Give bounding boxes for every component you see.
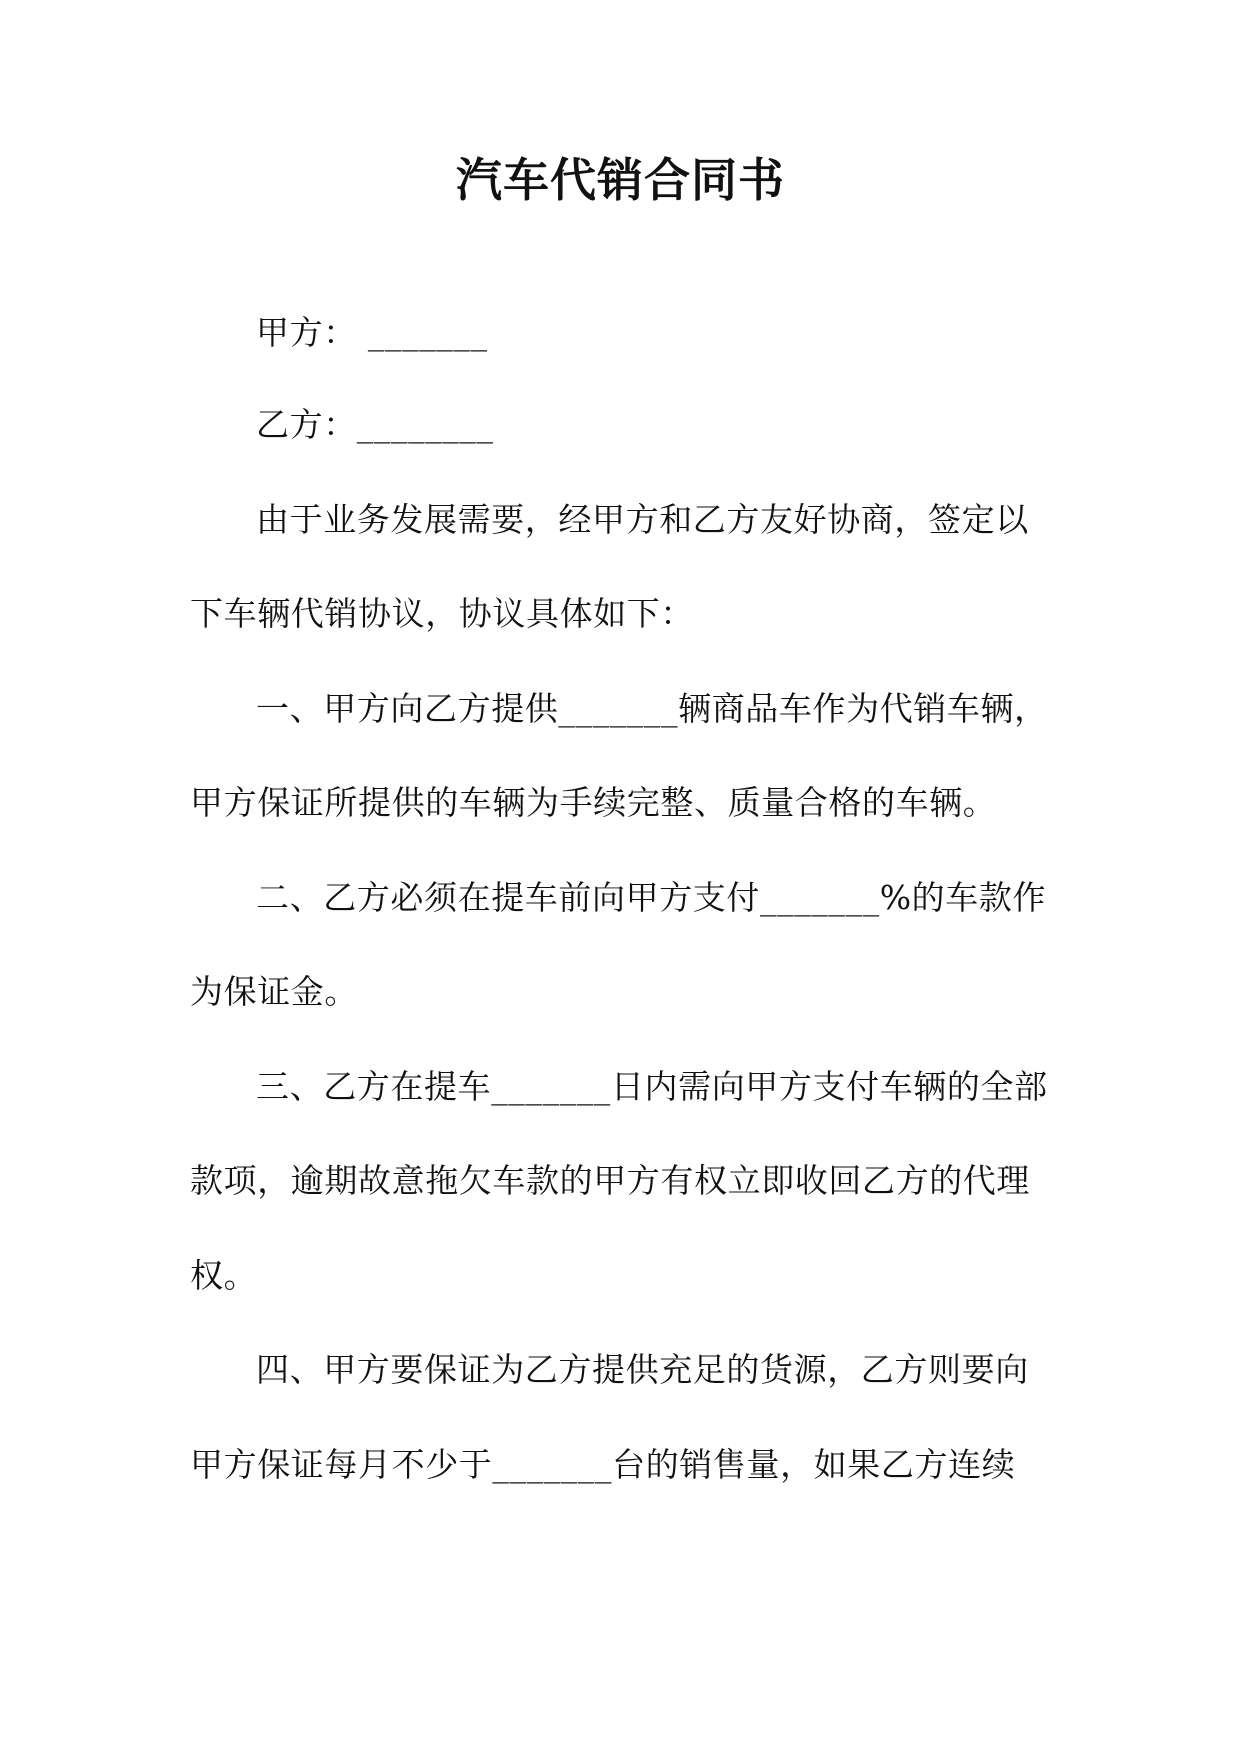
clause-4-line-2: 甲方保证每月不少于_______台的销售量，如果乙方连续 [190,1445,1016,1484]
clause-2-line-2: 为保证金。 [190,972,358,1011]
document-title: 汽车代销合同书 [456,153,785,207]
clause-1-line-1: 一、甲方向乙方提供_______辆商品车作为代销车辆， [256,689,1048,728]
clause-1-line-2: 甲方保证所提供的车辆为手续完整、质量合格的车辆。 [190,783,997,822]
intro-line-1: 由于业务发展需要，经甲方和乙方友好协商，签定以 [256,500,1029,539]
clause-3-line-3: 权。 [190,1256,258,1295]
clause-2-line-1: 二、乙方必须在提车前向甲方支付_______%的车款作 [256,878,1047,917]
clause-3-line-2: 款项，逾期故意拖欠车款的甲方有权立即收回乙方的代理 [190,1161,1030,1200]
party-b-line: 乙方：________ [256,405,494,444]
clause-4-line-1: 四、甲方要保证为乙方提供充足的货源，乙方则要向 [256,1350,1029,1389]
intro-line-2: 下车辆代销协议，协议具体如下： [190,594,694,633]
party-a-line: 甲方： _______ [256,313,488,352]
clause-3-line-1: 三、乙方在提车_______日内需向甲方支付车辆的全部 [256,1067,1048,1106]
